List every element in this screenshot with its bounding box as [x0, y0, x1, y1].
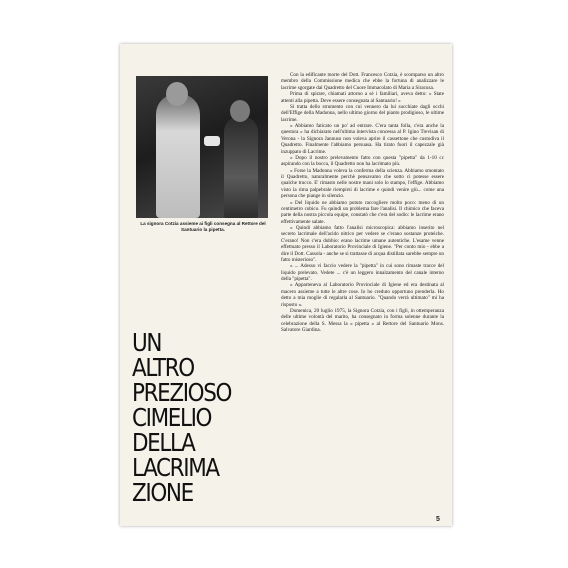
headline-line: CIMELIO [132, 403, 212, 432]
article-paragraph: Si tratta dello strumento con cui vennero da lui succhiate dagli occhi dell'Effige della Madonna, nello ultimo giorno del pianto prodigioso, le ultime lacrime. [281, 103, 444, 123]
article-paragraph: Domenica, 20 luglio 1975, la Signora Cotzia, con i figli, in ottemperanza delle ultime volontà del marito, ha consegnato in forma solenne durante la celebrazione della S. Messa la « pipetta » al Rettore del Santuario Mons. Salvatore Giardina. [281, 307, 444, 333]
article-paragraph: « Forse la Madonna voleva la conferma della scienza. Abbiamo smontato il Quadretto, naturalmente perchè pensavamo che sotto ci potesse essere qualche trucco. E' rimasto nelle nostre mani solo lo stampo, l'effige. Abbiamo visto la rima palpebrale riempirsi di lacrime e quindi venire giù... come una persona che piange in silenzio. [281, 167, 444, 200]
photo-figure-priest [156, 94, 200, 218]
article-paragraph: « Quindi abbiamo fatto l'analisi microscopica: abbiamo inserito nel secreto lacrimale dell'acido nitrico per vedere se c'erano sostanze proteiche. C'erano! Non c'era dubbio: erano lacrime umane autentiche. L'esame venne effettuato presso il Laboratorio Provinciale di Igiene. "Per conto mio - ebbe a dire il Dott. Cassola - anche se si trattasse di acqua distillata sarebbe sempre un fatto misterioso". [281, 225, 444, 263]
article-body [281, 72, 444, 333]
photo-figure-woman-head [230, 100, 250, 122]
photo-figure-priest-head [166, 82, 188, 106]
headline-line: LACRIMA [132, 453, 219, 482]
headline [132, 330, 282, 505]
photo-reliquary [204, 136, 220, 146]
photograph-ceremony [136, 76, 268, 218]
headline-line: ZIONE [132, 478, 193, 507]
article-paragraph: « Abbiamo faticato un po' ad entrare. C'era tanta folla, c'era anche la questura » ha dichiarato nell'ultima intervista concessa al P. Igino Trevisan di Verona - la Signora Jannuso non voleva aprire il cassettone che custodiva il Quadretto. Finalmente l'abbiamo persuasa. Ha tirato fuori il capezzale già inzuppato di Lacrime. [281, 123, 444, 155]
photo-caption: La signora Cotzia assieme ai figli consegna al Rettore del Santuario la pipetta. [140, 221, 266, 232]
headline-line: UN [132, 328, 162, 357]
photo-figure-woman [224, 116, 258, 218]
page-number: 5 [436, 516, 440, 523]
article-paragraph: « ... Adesso vi faccio vedere la "pipetta" in cui sono rimaste tracce del liquido prelevato. Vedete ... c'è un leggero innalzamento del canale interno della "pipetta". [281, 263, 444, 282]
headline-line: DELLA [132, 428, 195, 457]
article-paragraph: « Apparteneva al Laboratorio Provinciale di Igiene ed era destinata al macero assieme a tutte le altre cose. Io ho creduto opportuno prenderla. Ho detto a mia moglie di regalarla al Santuario. "Quando verrà ultimato" mi ha risposto ». [281, 282, 444, 308]
article-paragraph: « Dopo il nostro prelevamento fatto con questa "pipetta" da 1-10 cc aspirando con la bocca, il Quadretto non ha lacrimato più. [281, 154, 444, 168]
headline-line: PREZIOSO [132, 378, 232, 407]
article-paragraph: « Del liquido ne abbiamo potuto raccogliere molto poco: meno di un centimetro cubico. Fu quindi un problema fare l'analisi. Il chimico che faceva parte della nostra piccola equipe, constatò che c'era del sodio: le lacrime erano effettivamente salate. [281, 199, 444, 225]
headline-line: ALTRO [132, 353, 194, 382]
article-paragraph: Con la edificante morte del Dott. Francesco Cotzia, è scomparso un altro membro della Commissione medica che ebbe la fortuna di analizzare le lacrime sgorgate dal Quadretto del Cuore Immacolato di Maria a Siracusa. [281, 72, 444, 91]
article-paragraph: Prima di spirare, chiamati attorno a sè i familiari, aveva detto: « State attenti alla pipetta. Deve essere consegnata al Santuario! » [281, 91, 444, 104]
